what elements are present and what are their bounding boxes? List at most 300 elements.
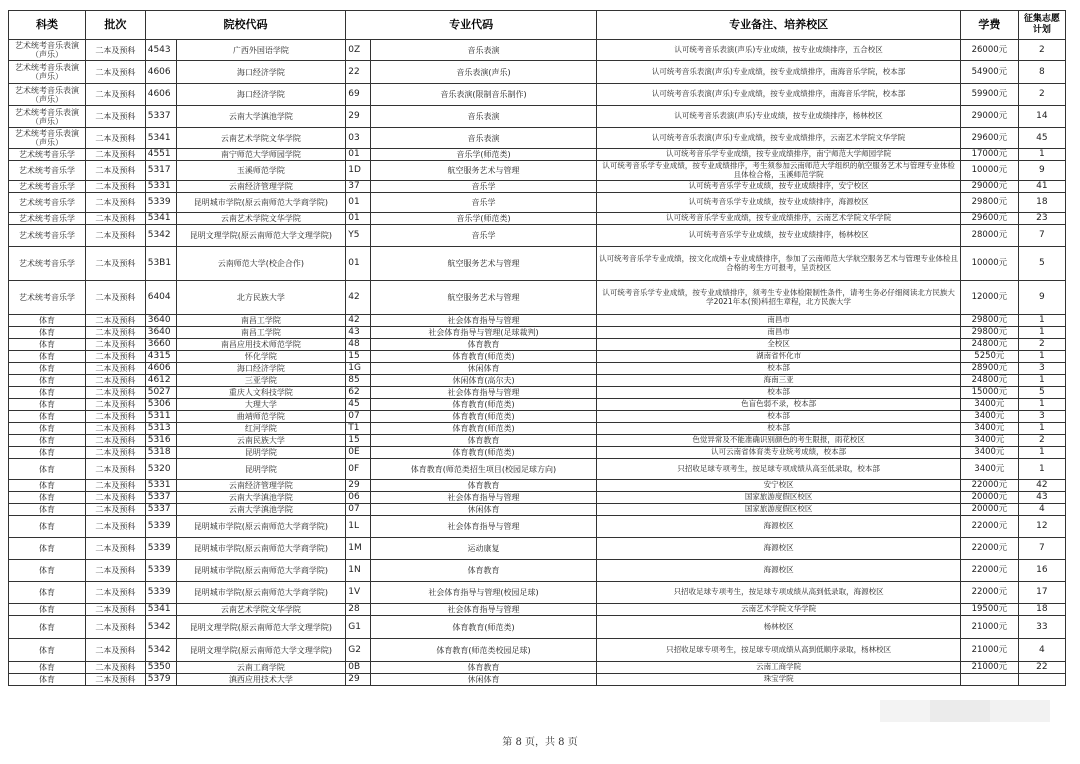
cell-major-name: 体育教育(师范类) bbox=[370, 351, 596, 363]
cell-school-name: 红河学院 bbox=[176, 423, 346, 435]
table-row bbox=[9, 213, 1066, 225]
cell-category: 体育 bbox=[9, 423, 86, 435]
cell-category: 体育 bbox=[9, 351, 86, 363]
cell-plan: 14 bbox=[1018, 106, 1065, 128]
cell-category: 艺术统考音乐表演（声乐） bbox=[9, 106, 86, 128]
cell-plan bbox=[1018, 674, 1065, 686]
cell-notes: 认可统考音乐表演(声乐)专业成绩，按专业成绩排序，云南艺术学院文华学院 bbox=[597, 128, 961, 149]
cell-plan: 1 bbox=[1018, 399, 1065, 411]
cell-plan: 1 bbox=[1018, 447, 1065, 459]
cell-major-name: 体育教育 bbox=[370, 339, 596, 351]
cell-batch: 二本及预科 bbox=[86, 375, 146, 387]
cell-batch: 二本及预科 bbox=[86, 560, 146, 582]
cell-school-name: 南昌工学院 bbox=[176, 327, 346, 339]
cell-notes: 认可云南省体育类专业统考成绩，校本部 bbox=[597, 447, 961, 459]
cell-school-code: 5306 bbox=[145, 399, 176, 411]
cell-category: 艺术统考音乐学 bbox=[9, 149, 86, 161]
cell-school-name: 昆明文理学院(原云南师范大学文理学院) bbox=[176, 616, 346, 639]
cell-school-code: 5342 bbox=[145, 616, 176, 639]
cell-major-code: 29 bbox=[346, 674, 371, 686]
cell-school-code: 5027 bbox=[145, 387, 176, 399]
cell-category: 艺术统考音乐表演（声乐） bbox=[9, 128, 86, 149]
cell-notes: 认可统考音乐学专业成绩，按专业成绩排序，须考生专业体检限制性条件，请考生务必仔细阅读北方民族大学2021年本(预)科招生章程，北方民族大学 bbox=[597, 281, 961, 315]
header-major-code: 专业代码 bbox=[346, 11, 597, 40]
cell-tuition: 54900元 bbox=[961, 61, 1019, 84]
page-footer: 第 8 页，共 8 页 bbox=[502, 737, 578, 748]
cell-batch: 二本及预科 bbox=[86, 40, 146, 61]
cell-tuition: 24800元 bbox=[961, 375, 1019, 387]
cell-batch: 二本及预科 bbox=[86, 363, 146, 375]
header-tuition: 学费 bbox=[961, 11, 1019, 40]
cell-plan: 7 bbox=[1018, 538, 1065, 560]
cell-tuition: 10000元 bbox=[961, 161, 1019, 181]
table-row bbox=[9, 411, 1066, 423]
cell-major-name: 体育教育(师范类) bbox=[370, 616, 596, 639]
cell-plan: 42 bbox=[1018, 480, 1065, 492]
cell-tuition: 59900元 bbox=[961, 84, 1019, 106]
cell-category: 艺术统考音乐学 bbox=[9, 193, 86, 213]
cell-major-code: 1V bbox=[346, 582, 371, 604]
cell-batch: 二本及预科 bbox=[86, 492, 146, 504]
cell-school-name: 广西外国语学院 bbox=[176, 40, 346, 61]
header-batch: 批次 bbox=[86, 11, 146, 40]
table-row bbox=[9, 106, 1066, 128]
cell-batch: 二本及预科 bbox=[86, 616, 146, 639]
cell-school-code: 5331 bbox=[145, 181, 176, 193]
cell-notes: 海源校区 bbox=[597, 560, 961, 582]
cell-tuition: 22000元 bbox=[961, 560, 1019, 582]
table-row bbox=[9, 339, 1066, 351]
admission-table-sheet bbox=[8, 10, 1066, 686]
cell-major-code: 42 bbox=[346, 281, 371, 315]
cell-category: 体育 bbox=[9, 435, 86, 447]
cell-tuition: 26000元 bbox=[961, 40, 1019, 61]
cell-major-code: 1M bbox=[346, 538, 371, 560]
cell-notes: 国家旅游度假区校区 bbox=[597, 492, 961, 504]
cell-category: 体育 bbox=[9, 459, 86, 480]
cell-plan: 3 bbox=[1018, 363, 1065, 375]
cell-category: 体育 bbox=[9, 375, 86, 387]
table-row bbox=[9, 504, 1066, 516]
cell-major-name: 体育教育(师范类招生项目(校园足球方向) bbox=[370, 459, 596, 480]
cell-school-name: 南昌工学院 bbox=[176, 315, 346, 327]
cell-school-name: 海口经济学院 bbox=[176, 61, 346, 84]
cell-plan: 4 bbox=[1018, 639, 1065, 662]
cell-school-code: 4612 bbox=[145, 375, 176, 387]
cell-major-name: 音乐学(师范类) bbox=[370, 149, 596, 161]
cell-major-name: 体育教育(师范类校园足球) bbox=[370, 639, 596, 662]
cell-notes: 色盲色弱不录，校本部 bbox=[597, 399, 961, 411]
table-row bbox=[9, 193, 1066, 213]
cell-notes: 海源校区 bbox=[597, 538, 961, 560]
cell-school-code: 5339 bbox=[145, 516, 176, 538]
cell-plan: 5 bbox=[1018, 247, 1065, 281]
table-row bbox=[9, 582, 1066, 604]
cell-batch: 二本及预科 bbox=[86, 459, 146, 480]
table-row bbox=[9, 281, 1066, 315]
cell-tuition: 15000元 bbox=[961, 387, 1019, 399]
table-row bbox=[9, 616, 1066, 639]
cell-school-name: 昆明城市学院(原云南师范大学商学院) bbox=[176, 193, 346, 213]
cell-batch: 二本及预科 bbox=[86, 181, 146, 193]
cell-batch: 二本及预科 bbox=[86, 447, 146, 459]
cell-plan: 17 bbox=[1018, 582, 1065, 604]
cell-category: 体育 bbox=[9, 516, 86, 538]
cell-major-name: 体育教育 bbox=[370, 662, 596, 674]
cell-category: 艺术统考音乐表演（声乐） bbox=[9, 61, 86, 84]
cell-batch: 二本及预科 bbox=[86, 674, 146, 686]
cell-major-name: 音乐表演(限制音乐制作) bbox=[370, 84, 596, 106]
cell-category: 体育 bbox=[9, 315, 86, 327]
cell-school-code: 5379 bbox=[145, 674, 176, 686]
cell-major-code: 45 bbox=[346, 399, 371, 411]
cell-school-name: 昆明城市学院(原云南师范大学商学院) bbox=[176, 516, 346, 538]
cell-school-name: 重庆人文科技学院 bbox=[176, 387, 346, 399]
cell-school-name: 昆明城市学院(原云南师范大学商学院) bbox=[176, 582, 346, 604]
cell-school-code: 5317 bbox=[145, 161, 176, 181]
cell-major-code: 06 bbox=[346, 492, 371, 504]
cell-school-name: 云南经济管理学院 bbox=[176, 480, 346, 492]
cell-school-code: 5313 bbox=[145, 423, 176, 435]
cell-notes: 云南工商学院 bbox=[597, 662, 961, 674]
cell-notes: 安宁校区 bbox=[597, 480, 961, 492]
cell-school-name: 滇西应用技术大学 bbox=[176, 674, 346, 686]
cell-major-code: T1 bbox=[346, 423, 371, 435]
cell-tuition: 19500元 bbox=[961, 604, 1019, 616]
cell-tuition: 3400元 bbox=[961, 399, 1019, 411]
header-notes: 专业备注、培养校区 bbox=[597, 11, 961, 40]
cell-major-code: 1L bbox=[346, 516, 371, 538]
cell-school-code: 5339 bbox=[145, 560, 176, 582]
cell-major-code: 07 bbox=[346, 504, 371, 516]
cell-major-code: 07 bbox=[346, 411, 371, 423]
cell-batch: 二本及预科 bbox=[86, 106, 146, 128]
cell-notes: 南昌市 bbox=[597, 315, 961, 327]
cell-school-code: 4606 bbox=[145, 61, 176, 84]
cell-plan: 2 bbox=[1018, 84, 1065, 106]
cell-school-name: 昆明学院 bbox=[176, 459, 346, 480]
cell-plan: 3 bbox=[1018, 411, 1065, 423]
cell-major-name: 航空服务艺术与管理 bbox=[370, 281, 596, 315]
cell-major-code: 0B bbox=[346, 662, 371, 674]
cell-notes: 珠宝学院 bbox=[597, 674, 961, 686]
cell-major-code: 01 bbox=[346, 149, 371, 161]
cell-batch: 二本及预科 bbox=[86, 480, 146, 492]
cell-school-name: 曲靖师范学院 bbox=[176, 411, 346, 423]
cell-plan: 9 bbox=[1018, 281, 1065, 315]
cell-school-name: 云南大学滇池学院 bbox=[176, 106, 346, 128]
cell-major-name: 运动康复 bbox=[370, 538, 596, 560]
table-row bbox=[9, 225, 1066, 247]
cell-notes: 认可统考音乐学专业成绩，按专业成绩排序，杨林校区 bbox=[597, 225, 961, 247]
cell-school-code: 5350 bbox=[145, 662, 176, 674]
cell-plan: 4 bbox=[1018, 504, 1065, 516]
cell-category: 体育 bbox=[9, 674, 86, 686]
cell-tuition bbox=[961, 674, 1019, 686]
cell-school-name: 昆明学院 bbox=[176, 447, 346, 459]
table-row bbox=[9, 674, 1066, 686]
cell-major-code: 22 bbox=[346, 61, 371, 84]
cell-major-name: 体育教育(师范类) bbox=[370, 399, 596, 411]
cell-tuition: 28900元 bbox=[961, 363, 1019, 375]
cell-batch: 二本及预科 bbox=[86, 84, 146, 106]
blur-mark bbox=[990, 700, 1050, 722]
blur-mark bbox=[930, 700, 990, 722]
cell-major-name: 社会体育指导与管理 bbox=[370, 315, 596, 327]
cell-plan: 43 bbox=[1018, 492, 1065, 504]
table-row bbox=[9, 247, 1066, 281]
table-row bbox=[9, 459, 1066, 480]
cell-major-code: 0E bbox=[346, 447, 371, 459]
cell-batch: 二本及预科 bbox=[86, 387, 146, 399]
cell-major-code: G1 bbox=[346, 616, 371, 639]
cell-notes: 只招收足球专项考生，按足球专项成绩从高到低录取，海源校区 bbox=[597, 582, 961, 604]
cell-major-name: 休闲体育 bbox=[370, 504, 596, 516]
table-row bbox=[9, 351, 1066, 363]
cell-major-code: 85 bbox=[346, 375, 371, 387]
cell-plan: 45 bbox=[1018, 128, 1065, 149]
cell-tuition: 3400元 bbox=[961, 411, 1019, 423]
cell-batch: 二本及预科 bbox=[86, 128, 146, 149]
cell-notes: 只招收足球专项考生，按足球专项成绩从高到低顺序录取，杨林校区 bbox=[597, 639, 961, 662]
cell-school-code: 5342 bbox=[145, 225, 176, 247]
cell-school-name: 云南民族大学 bbox=[176, 435, 346, 447]
cell-plan: 12 bbox=[1018, 516, 1065, 538]
cell-school-code: 6404 bbox=[145, 281, 176, 315]
cell-major-code: 28 bbox=[346, 604, 371, 616]
cell-school-code: 5337 bbox=[145, 492, 176, 504]
cell-batch: 二本及预科 bbox=[86, 281, 146, 315]
cell-school-code: 5339 bbox=[145, 582, 176, 604]
cell-notes: 认可统考音乐学专业成绩，按专业成绩排序，云南艺术学院文华学院 bbox=[597, 213, 961, 225]
cell-school-code: 3640 bbox=[145, 327, 176, 339]
cell-notes: 认可统考音乐表演(声乐)专业成绩，按专业成绩排序，南海音乐学院，校本部 bbox=[597, 84, 961, 106]
cell-plan: 1 bbox=[1018, 423, 1065, 435]
cell-school-name: 三亚学院 bbox=[176, 375, 346, 387]
cell-school-code: 4315 bbox=[145, 351, 176, 363]
cell-tuition: 29000元 bbox=[961, 181, 1019, 193]
cell-notes: 认可统考音乐学专业成绩，按文化成绩+专业成绩排序，参加了云南师范大学航空服务艺术与管理专业体检且合格的考生方可报考，呈贡校区 bbox=[597, 247, 961, 281]
table-row bbox=[9, 128, 1066, 149]
table-row bbox=[9, 662, 1066, 674]
cell-school-name: 云南艺术学院文华学院 bbox=[176, 213, 346, 225]
cell-plan: 1 bbox=[1018, 351, 1065, 363]
cell-tuition: 21000元 bbox=[961, 616, 1019, 639]
cell-category: 体育 bbox=[9, 363, 86, 375]
table-header-row bbox=[9, 11, 1066, 40]
table-row bbox=[9, 560, 1066, 582]
table-row bbox=[9, 447, 1066, 459]
cell-major-code: 15 bbox=[346, 435, 371, 447]
cell-category: 艺术统考音乐表演（声乐） bbox=[9, 40, 86, 61]
cell-major-name: 音乐表演 bbox=[370, 40, 596, 61]
cell-category: 体育 bbox=[9, 616, 86, 639]
table-row bbox=[9, 149, 1066, 161]
cell-major-code: 69 bbox=[346, 84, 371, 106]
cell-batch: 二本及预科 bbox=[86, 399, 146, 411]
cell-school-name: 大理大学 bbox=[176, 399, 346, 411]
cell-school-name: 昆明文理学院(原云南师范大学文理学院) bbox=[176, 225, 346, 247]
cell-major-name: 休闲体育 bbox=[370, 363, 596, 375]
cell-batch: 二本及预科 bbox=[86, 61, 146, 84]
cell-school-code: 5339 bbox=[145, 193, 176, 213]
header-school-code: 院校代码 bbox=[145, 11, 345, 40]
cell-category: 艺术统考音乐学 bbox=[9, 247, 86, 281]
cell-major-name: 音乐表演 bbox=[370, 128, 596, 149]
cell-school-name: 云南大学滇池学院 bbox=[176, 504, 346, 516]
cell-notes: 认可统考音乐学专业成绩，按专业成绩排序，南宁师范大学师园学院 bbox=[597, 149, 961, 161]
cell-batch: 二本及预科 bbox=[86, 213, 146, 225]
cell-major-name: 音乐学(师范类) bbox=[370, 213, 596, 225]
table-row bbox=[9, 480, 1066, 492]
cell-school-name: 云南大学滇池学院 bbox=[176, 492, 346, 504]
cell-school-code: 5341 bbox=[145, 213, 176, 225]
cell-plan: 1 bbox=[1018, 375, 1065, 387]
cell-major-name: 航空服务艺术与管理 bbox=[370, 161, 596, 181]
cell-category: 艺术统考音乐学 bbox=[9, 181, 86, 193]
cell-tuition: 3400元 bbox=[961, 435, 1019, 447]
cell-category: 体育 bbox=[9, 411, 86, 423]
cell-tuition: 20000元 bbox=[961, 492, 1019, 504]
table-row bbox=[9, 492, 1066, 504]
table-body bbox=[9, 40, 1066, 686]
cell-school-name: 海口经济学院 bbox=[176, 84, 346, 106]
cell-tuition: 29800元 bbox=[961, 315, 1019, 327]
cell-batch: 二本及预科 bbox=[86, 604, 146, 616]
cell-category: 体育 bbox=[9, 538, 86, 560]
cell-notes: 杨林校区 bbox=[597, 616, 961, 639]
cell-plan: 22 bbox=[1018, 662, 1065, 674]
cell-school-name: 海口经济学院 bbox=[176, 363, 346, 375]
cell-school-code: 5339 bbox=[145, 538, 176, 560]
cell-notes: 全校区 bbox=[597, 339, 961, 351]
cell-batch: 二本及预科 bbox=[86, 435, 146, 447]
cell-category: 艺术统考音乐学 bbox=[9, 281, 86, 315]
cell-major-name: 音乐学 bbox=[370, 193, 596, 213]
cell-notes: 认可统考音乐表演(声乐)专业成绩，按专业成绩排序，南海音乐学院，校本部 bbox=[597, 61, 961, 84]
cell-tuition: 22000元 bbox=[961, 480, 1019, 492]
cell-category: 体育 bbox=[9, 480, 86, 492]
cell-major-name: 体育教育 bbox=[370, 560, 596, 582]
cell-category: 艺术统考音乐学 bbox=[9, 213, 86, 225]
cell-major-name: 体育教育(师范类) bbox=[370, 411, 596, 423]
cell-category: 体育 bbox=[9, 447, 86, 459]
cell-school-name: 云南工商学院 bbox=[176, 662, 346, 674]
cell-category: 体育 bbox=[9, 582, 86, 604]
cell-plan: 5 bbox=[1018, 387, 1065, 399]
cell-notes: 认可统考音乐表演(声乐)专业成绩，按专业成绩排序，五合校区 bbox=[597, 40, 961, 61]
cell-school-code: 5341 bbox=[145, 128, 176, 149]
cell-plan: 16 bbox=[1018, 560, 1065, 582]
cell-tuition: 29000元 bbox=[961, 106, 1019, 128]
cell-category: 体育 bbox=[9, 387, 86, 399]
cell-batch: 二本及预科 bbox=[86, 411, 146, 423]
cell-notes: 只招收足球专项考生，按足球专项成绩从高至低录取，校本部 bbox=[597, 459, 961, 480]
cell-category: 艺术统考音乐表演（声乐） bbox=[9, 84, 86, 106]
cell-batch: 二本及预科 bbox=[86, 423, 146, 435]
cell-major-name: 音乐表演(声乐) bbox=[370, 61, 596, 84]
cell-tuition: 12000元 bbox=[961, 281, 1019, 315]
cell-tuition: 3400元 bbox=[961, 447, 1019, 459]
cell-notes: 校本部 bbox=[597, 423, 961, 435]
cell-major-code: 01 bbox=[346, 247, 371, 281]
cell-tuition: 21000元 bbox=[961, 662, 1019, 674]
cell-notes: 校本部 bbox=[597, 363, 961, 375]
table-row bbox=[9, 161, 1066, 181]
cell-school-code: 3640 bbox=[145, 315, 176, 327]
cell-batch: 二本及预科 bbox=[86, 516, 146, 538]
cell-tuition: 3400元 bbox=[961, 423, 1019, 435]
table-row bbox=[9, 435, 1066, 447]
cell-school-code: 4551 bbox=[145, 149, 176, 161]
cell-plan: 41 bbox=[1018, 181, 1065, 193]
cell-major-name: 体育教育 bbox=[370, 435, 596, 447]
cell-school-name: 北方民族大学 bbox=[176, 281, 346, 315]
cell-notes: 国家旅游度假区校区 bbox=[597, 504, 961, 516]
header-plan: 征集志愿计划 bbox=[1018, 11, 1065, 40]
cell-major-code: 0F bbox=[346, 459, 371, 480]
cell-school-code: 5341 bbox=[145, 604, 176, 616]
cell-plan: 1 bbox=[1018, 327, 1065, 339]
cell-plan: 33 bbox=[1018, 616, 1065, 639]
cell-school-code: 5316 bbox=[145, 435, 176, 447]
cell-batch: 二本及预科 bbox=[86, 639, 146, 662]
cell-school-name: 云南艺术学院文华学院 bbox=[176, 604, 346, 616]
cell-tuition: 21000元 bbox=[961, 639, 1019, 662]
table-row bbox=[9, 639, 1066, 662]
cell-school-code: 5318 bbox=[145, 447, 176, 459]
table-row bbox=[9, 363, 1066, 375]
cell-batch: 二本及预科 bbox=[86, 339, 146, 351]
cell-tuition: 24800元 bbox=[961, 339, 1019, 351]
table-row bbox=[9, 181, 1066, 193]
cell-major-name: 航空服务艺术与管理 bbox=[370, 247, 596, 281]
cell-major-code: 01 bbox=[346, 213, 371, 225]
cell-school-name: 昆明城市学院(原云南师范大学商学院) bbox=[176, 538, 346, 560]
cell-notes: 认可统考音乐学专业成绩，按专业成绩排序，海源校区 bbox=[597, 193, 961, 213]
cell-plan: 2 bbox=[1018, 339, 1065, 351]
cell-batch: 二本及预科 bbox=[86, 538, 146, 560]
cell-school-name: 昆明文理学院(原云南师范大学文理学院) bbox=[176, 639, 346, 662]
table-row bbox=[9, 61, 1066, 84]
table-row bbox=[9, 375, 1066, 387]
cell-notes: 认可统考音乐学专业成绩，按专业成绩排序，考生须参加云南师范大学组织的航空服务艺术与管理专业体检且体检合格，玉溪师范学院 bbox=[597, 161, 961, 181]
admission-table bbox=[8, 10, 1066, 686]
cell-notes: 南昌市 bbox=[597, 327, 961, 339]
cell-major-code: 03 bbox=[346, 128, 371, 149]
cell-batch: 二本及预科 bbox=[86, 327, 146, 339]
cell-plan: 8 bbox=[1018, 61, 1065, 84]
cell-school-name: 昆明城市学院(原云南师范大学商学院) bbox=[176, 560, 346, 582]
cell-tuition: 29600元 bbox=[961, 128, 1019, 149]
cell-major-code: 43 bbox=[346, 327, 371, 339]
cell-batch: 二本及预科 bbox=[86, 662, 146, 674]
cell-tuition: 29800元 bbox=[961, 193, 1019, 213]
cell-notes: 色觉异常及不能准确识别颜色的考生限报，雨花校区 bbox=[597, 435, 961, 447]
cell-major-code: 1D bbox=[346, 161, 371, 181]
cell-category: 艺术统考音乐学 bbox=[9, 161, 86, 181]
cell-school-code: 3660 bbox=[145, 339, 176, 351]
cell-notes: 校本部 bbox=[597, 411, 961, 423]
cell-major-code: 42 bbox=[346, 315, 371, 327]
cell-major-code: 0Z bbox=[346, 40, 371, 61]
table-row bbox=[9, 84, 1066, 106]
cell-plan: 9 bbox=[1018, 161, 1065, 181]
cell-tuition: 29600元 bbox=[961, 213, 1019, 225]
cell-school-code: 5311 bbox=[145, 411, 176, 423]
cell-school-code: 5320 bbox=[145, 459, 176, 480]
cell-category: 体育 bbox=[9, 339, 86, 351]
